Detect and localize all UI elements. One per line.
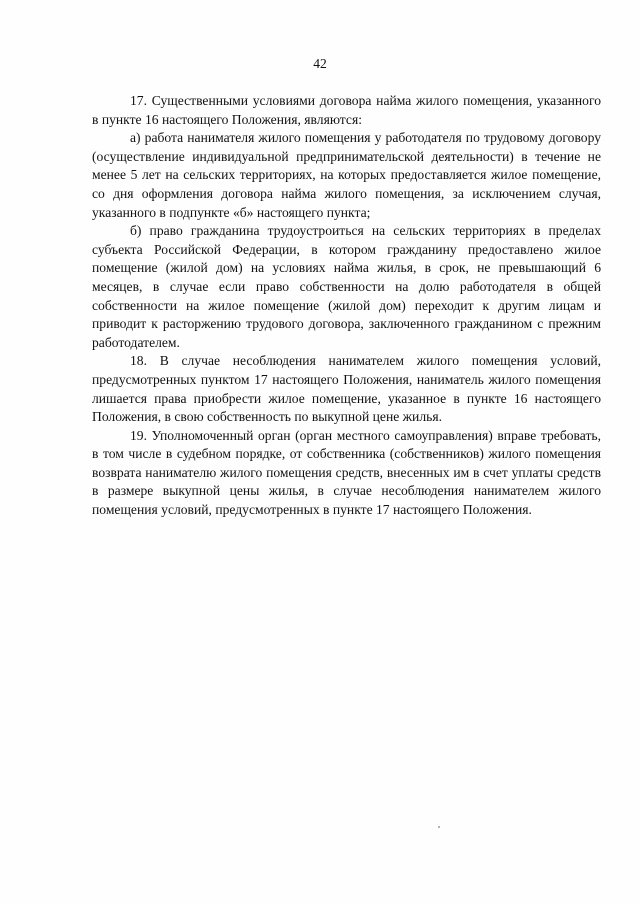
paragraph-19: 19. Уполномоченный орган (орган местного самоуправления) вправе требовать, в том числе в судебном порядке, от собственника (собственников) жилого помещения возврата нанимателю жилого помещения средств, внесенных им в счет уплаты средств в размере выкупной цены жилья, в случае несоблюдения нанимателем жилого помещения условий, предусмотренных в пункте 17 настоящего Положения. <box>92 427 601 518</box>
paragraph-17: 17. Существенными условиями договора найма жилого помещения, указанного в пункте 16 настоящего Положения, являются: <box>92 93 601 127</box>
paragraph-17-a: а) работа нанимателя жилого помещения у работодателя по трудовому договору (осуществление индивидуальной предпринимательской деятельности) в течение не менее 5 лет на сельских территориях, на которых предоставляется жилое помещение, со дня оформления договора найма жилого помещения, за исключением случая, указанного в подпункте «б» настоящего пункта; <box>92 130 601 220</box>
paragraph-17-b: б) право гражданина трудоустроиться на сельских территориях в пределах субъекта Российской Федерации, в котором гражданину предоставлено жилое помещение (жилой дом) на условиях найма жилья, в срок, не превышающий 6 месяцев, в случае если право собственности на долю работодателя в общей собственности на жилое помещение (жилой дом) переходит к другим лицам и приводит к расторжению трудового договора, заключенного гражданином с прежним работодателем. <box>92 223 601 350</box>
scan-speck <box>438 826 440 828</box>
paragraph-18: 18. В случае несоблюдения нанимателем жилого помещения условий, предусмотренных пунктом 17 настоящего Положения, наниматель жилого помещения лишается права приобрести жилое помещение, указанное в пункте 16 настоящего Положения, в свою собственность по выкупной цене жилья. <box>92 353 601 425</box>
document-body <box>92 92 601 520</box>
page-number: 42 <box>313 56 327 71</box>
